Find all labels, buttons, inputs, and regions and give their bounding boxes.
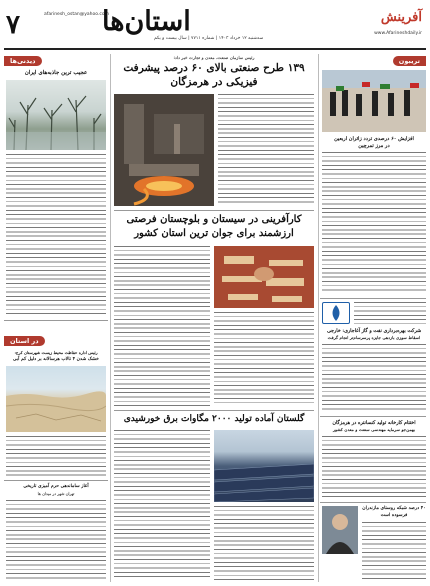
divider — [320, 298, 426, 299]
masthead-title: استان‌ها — [102, 6, 191, 37]
dry-lake-photo — [6, 366, 106, 432]
main-article-text — [218, 94, 314, 206]
subhead-concentrate: بهمن‌جو سرمایه مهندسی سنعت و معدن کشور — [333, 427, 415, 432]
divider — [320, 502, 426, 503]
headline-karaj-kicker: رئیس اداره حفاظت محیط زیست شهرستان کرج: — [14, 350, 98, 355]
email-address: afarinesh_ostan@yahoo.com — [44, 12, 109, 17]
header-rule — [4, 48, 426, 50]
oil-intro-text — [354, 302, 426, 324]
column-divider — [318, 54, 319, 582]
section-tab-province: در استان — [4, 336, 45, 346]
subhead-arbaeen: در مرز تمرچین — [358, 143, 390, 149]
portrait-photo — [322, 506, 358, 554]
third-article-text — [114, 430, 210, 580]
divider — [4, 320, 108, 321]
column-divider — [110, 54, 111, 582]
person-silhouette — [322, 506, 358, 554]
dateline: سه‌شنبه ۱۲ خرداد ۱۴۰۳ | شماره ۷۷۱۱ | سال بیست و یکم — [154, 36, 264, 41]
headline-historic: آغاز ساماندهی حرم آمیزی تاریخی — [23, 484, 89, 489]
article-text-block — [6, 500, 106, 580]
divider — [114, 210, 314, 211]
factory-illustration — [114, 94, 214, 206]
network-text — [362, 522, 426, 580]
factory-photo — [114, 94, 214, 206]
second-headline-line2: ارزشمند برای جوان ترین استان کشور — [134, 228, 294, 239]
pilgrims-crowd-illustration — [322, 70, 426, 132]
section-tab-tribune: تریبون — [393, 56, 426, 66]
headline-karaj: خشک شدن ۴ تالاب هرسالانه بر دلیل کم آبی — [13, 357, 99, 362]
headline-attractions: عجیب ترین جاذبه‌های ایران — [24, 70, 88, 76]
section-tab-sights: دیدنی‌ها — [4, 56, 42, 66]
solar-panels-illustration — [214, 430, 314, 502]
second-article-text — [114, 246, 210, 406]
website-url: www.Afarineshdaily.ir — [374, 31, 422, 36]
third-article-text — [214, 506, 314, 580]
masthead-header — [4, 4, 426, 48]
article-text-block — [6, 436, 106, 476]
divider — [114, 410, 314, 411]
newspaper-logo: آفرینش — [380, 10, 422, 25]
third-headline: گلستان آماده تولید ۲۰۰۰ مگاوات برق خورشیدی — [123, 414, 305, 424]
oil-drop-icon — [323, 303, 349, 323]
dry-lake-illustration — [6, 366, 106, 432]
headline-network: ۴۰ درصد شبکه روستای مازندران — [362, 506, 426, 511]
embroidery-illustration — [214, 246, 314, 308]
subhead-oil: اسقاط سوزی بازدهی جایزه پرسرسام‌تر انجام گرفت — [327, 335, 421, 340]
handicraft-photo — [214, 246, 314, 308]
solar-farm-photo — [214, 430, 314, 502]
wetland-photo — [6, 80, 106, 150]
divider — [320, 416, 426, 417]
wetland-trees-illustration — [6, 80, 106, 150]
article-text-block — [6, 154, 106, 316]
oil-company-logo — [322, 302, 350, 324]
second-headline-line1: کارآفرینی در سیستان و بلوچستان فرصتی — [126, 214, 302, 225]
headline-concentrate: اختتام کارخانه تولید کنسانتره در هرمزگان — [332, 420, 416, 426]
headline-arbaeen: افزایش ۶۰ درصدی تردد زائران اربعین — [334, 136, 414, 142]
oil-article-text — [322, 344, 426, 412]
pilgrims-photo — [322, 70, 426, 132]
main-headline-line1: ۱۳۹ طرح صنعتی بالای ۶۰ درصد پیشرفت — [123, 62, 305, 74]
divider — [4, 480, 108, 481]
page-number: ۷ — [6, 10, 20, 40]
subhead-historic: تهران شهر در میدان ها — [37, 491, 75, 496]
concentrate-text — [322, 436, 426, 498]
headline-oil: شرکت بهره‌برداری نفت و گاز آغاجاری: خارجی — [326, 328, 422, 334]
tribune-text — [322, 152, 426, 294]
subhead-network: فرسوده است — [380, 513, 408, 518]
main-kicker: رئیس سازمان صنعت، معدن و تجارت خبر داد: — [173, 55, 255, 60]
second-article-text — [214, 312, 314, 406]
main-headline-line2: فیزیکی در هرمزگان — [170, 76, 258, 88]
